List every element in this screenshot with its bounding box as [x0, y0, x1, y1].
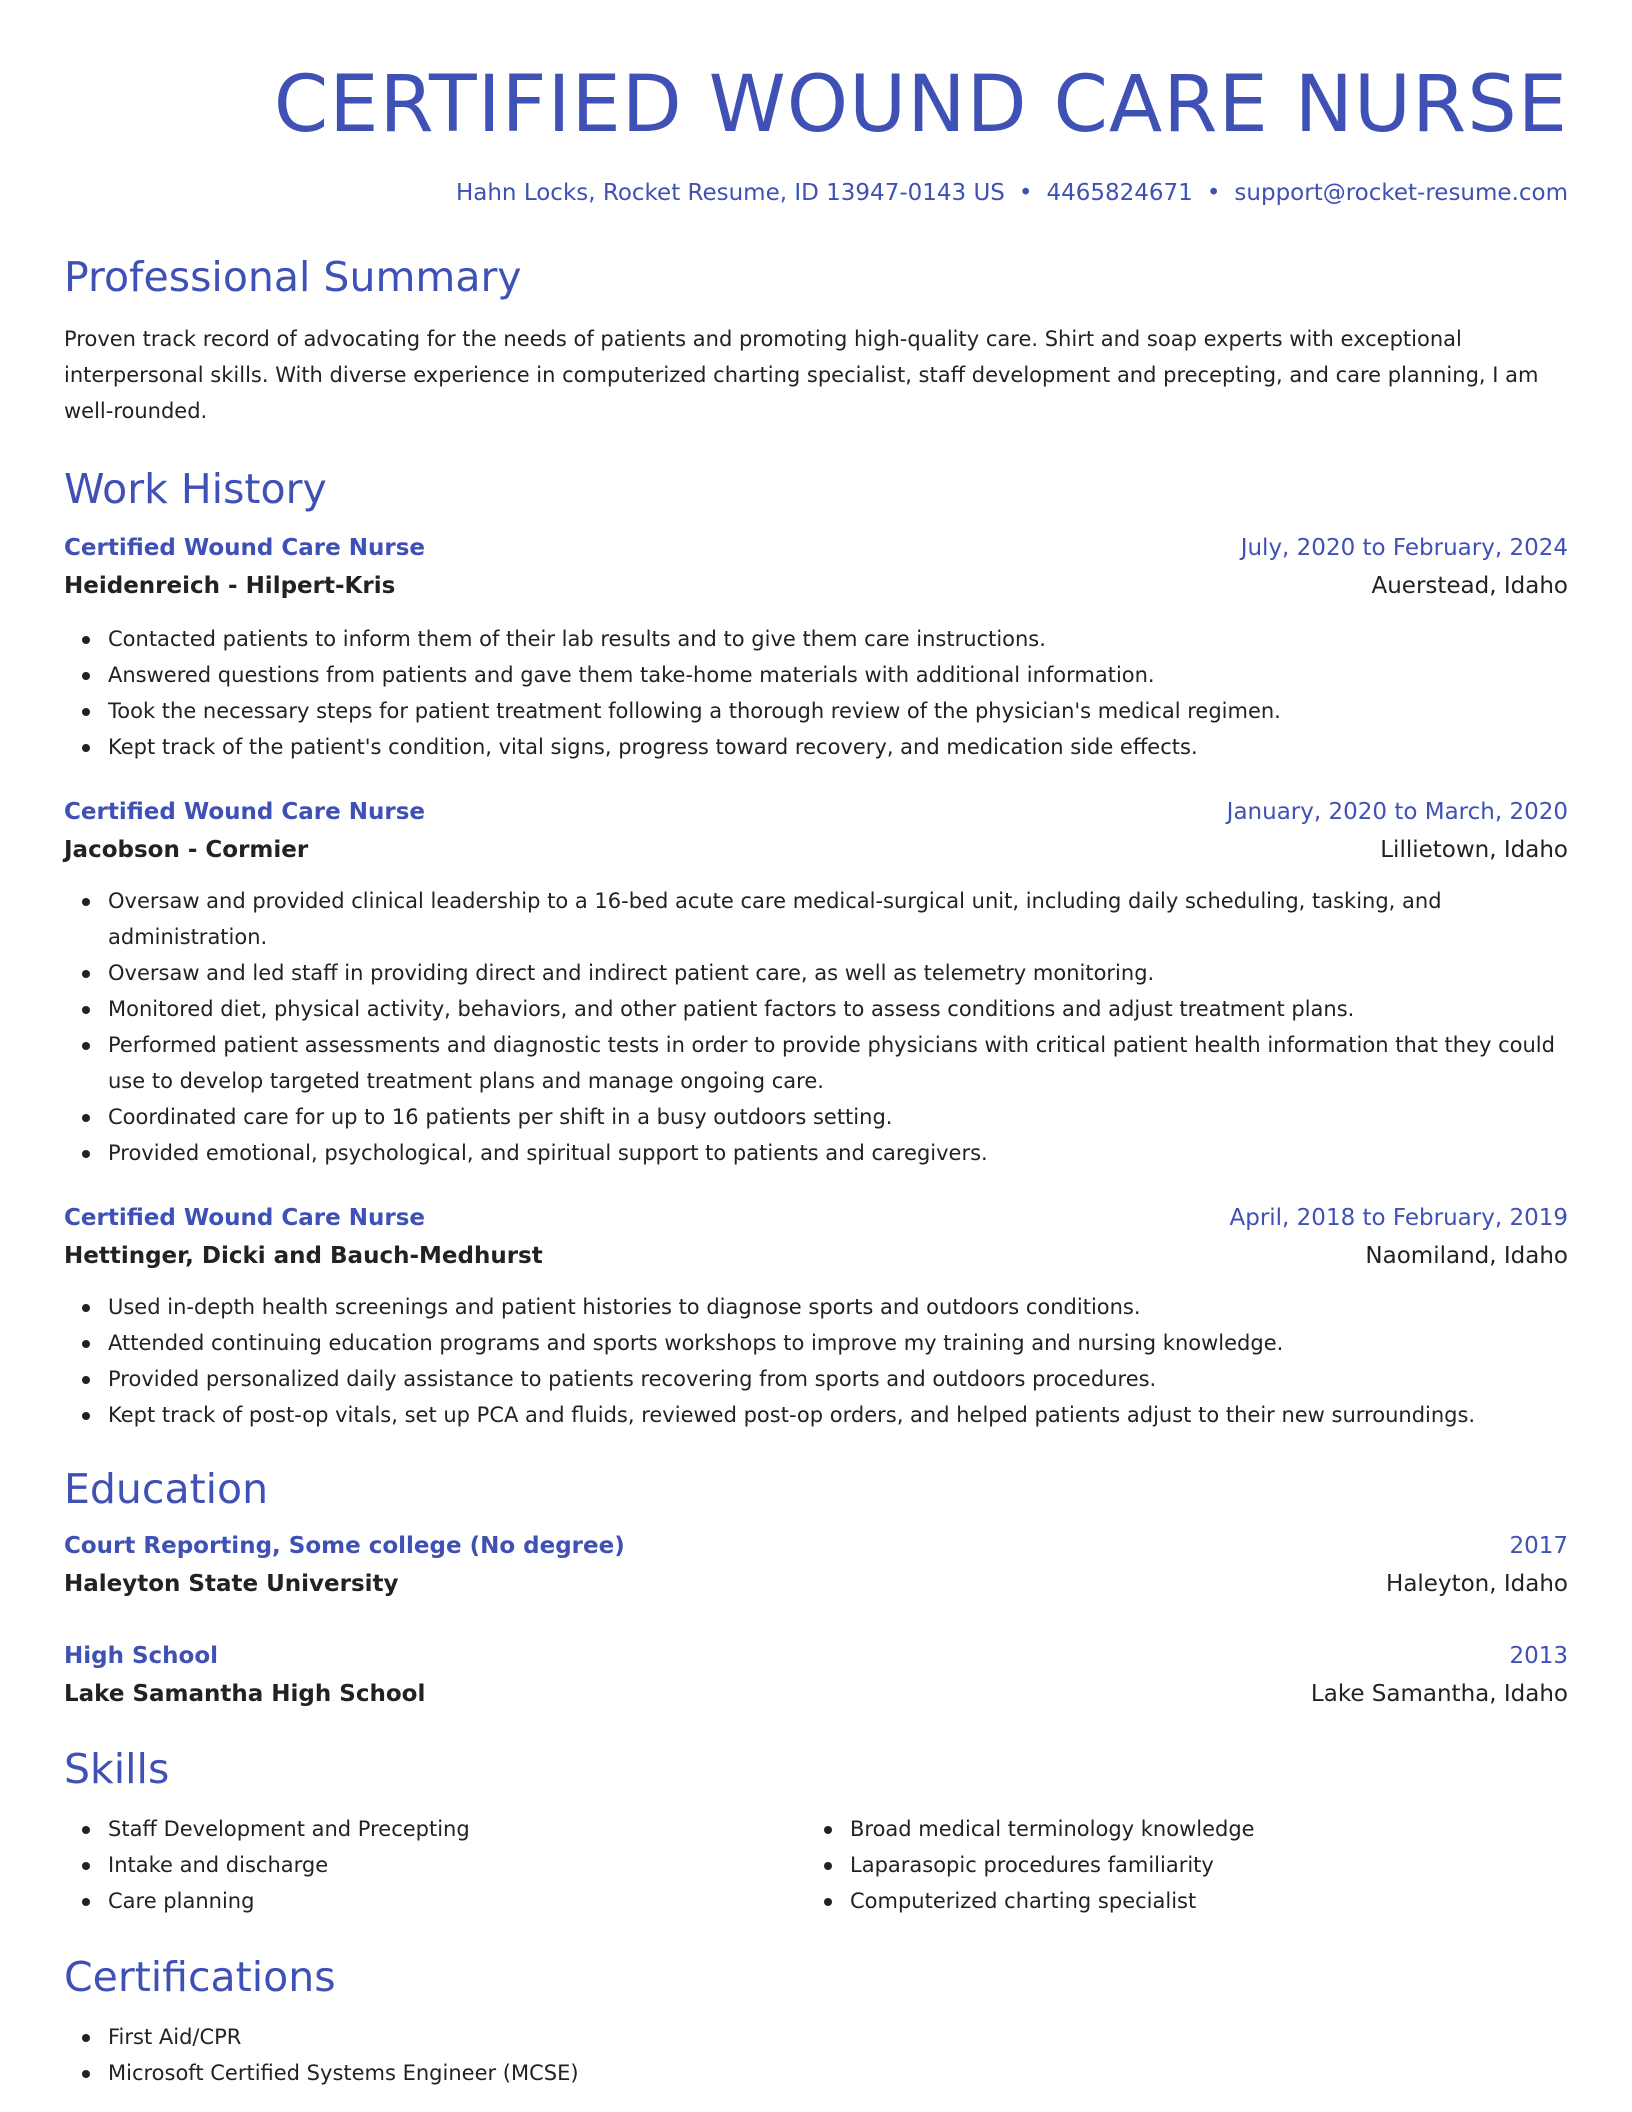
- job-company: Jacobson - Cormier: [64, 837, 309, 863]
- education-school-row: [64, 1565, 1568, 1603]
- list-item: Monitored diet, physical activity, behaviors, and other patient factors to assess conditions and adjust treatment plans.: [108, 991, 1568, 1027]
- list-item: Took the necessary steps for patient treatment following a thorough review of the physician's medical regimen.: [108, 693, 1568, 729]
- education-degree: Court Reporting, Some college (No degree): [64, 1533, 625, 1559]
- job-company-row: [64, 567, 1568, 605]
- job-entry: [64, 529, 1568, 765]
- contact-separator: •: [1206, 180, 1221, 206]
- job-dates: January, 2020 to March, 2020: [1226, 799, 1568, 825]
- job-location: Naomiland, Idaho: [1365, 1243, 1568, 1269]
- job-header-row: [64, 529, 1568, 567]
- job-bullets: [64, 883, 1568, 1171]
- job-title: Certified Wound Care Nurse: [64, 1205, 425, 1231]
- skills-list-left: [64, 1811, 806, 1919]
- resume-title: CERTIFIED WOUND CARE NURSE: [273, 60, 1568, 150]
- education-location: Lake Samantha, Idaho: [1310, 1681, 1568, 1707]
- resume-page: [64, 0, 1568, 2091]
- job-dates: July, 2020 to February, 2024: [1240, 535, 1568, 561]
- job-bullets: [64, 621, 1568, 765]
- job-title: Certified Wound Care Nurse: [64, 535, 425, 561]
- list-item: Attended continuing education programs and sports workshops to improve my training and nursing knowledge.: [108, 1325, 1568, 1361]
- job-company: Heidenreich - Hilpert-Kris: [64, 573, 396, 599]
- skills-section: [64, 1741, 1568, 1919]
- list-item: Provided emotional, psychological, and spiritual support to patients and caregivers.: [108, 1135, 1568, 1171]
- skill-item: Staff Development and Precepting: [108, 1811, 806, 1847]
- section-heading-education: Education: [64, 1465, 269, 1513]
- education-year: 2017: [1509, 1533, 1568, 1559]
- job-company: Hettinger, Dicki and Bauch-Medhurst: [64, 1243, 543, 1269]
- job-header-row: [64, 793, 1568, 831]
- education-entry: [64, 1527, 1568, 1603]
- list-item: Oversaw and led staff in providing direct and indirect patient care, as well as telemetry monitoring.: [108, 955, 1568, 991]
- job-dates: April, 2018 to February, 2019: [1229, 1205, 1568, 1231]
- certification-item: Microsoft Certified Systems Engineer (MCSE): [108, 2055, 1568, 2091]
- certifications-section: [64, 1949, 1568, 2091]
- contact-line: [64, 177, 1568, 209]
- list-item: Kept track of the patient's condition, vital signs, progress toward recovery, and medication side effects.: [108, 729, 1568, 765]
- skill-item: Computerized charting specialist: [850, 1883, 1548, 1919]
- list-item: Kept track of post-op vitals, set up PCA and fluids, reviewed post-op orders, and helped patients adjust to their new surroundings.: [108, 1397, 1568, 1433]
- contact-address: Hahn Locks, Rocket Resume, ID 13947-0143 US: [455, 180, 1005, 206]
- skill-item: Laparasopic procedures familiarity: [850, 1847, 1548, 1883]
- education-entry: [64, 1637, 1568, 1713]
- summary-text: Proven track record of advocating for the needs of patients and promoting high-quality care. Shirt and soap experts with exceptional interpersonal skills. With diverse experience in computerized charting specialist, staff development and precepting, and care planning, I am well-rounded.: [64, 327, 1539, 423]
- education-degree: High School: [64, 1643, 219, 1669]
- job-bullets: [64, 1289, 1568, 1433]
- job-entry: [64, 1199, 1568, 1433]
- work-history-section: [64, 461, 1568, 1433]
- list-item: Answered questions from patients and gave them take-home materials with additional information.: [108, 657, 1568, 693]
- list-item: Performed patient assessments and diagnostic tests in order to provide physicians with critical patient health information that they could use to develop targeted treatment plans and manage ongoing care.: [108, 1027, 1568, 1099]
- summary-section: [64, 249, 1568, 429]
- contact-email: support@rocket-resume.com: [1234, 180, 1568, 206]
- skills-grid: [64, 1811, 1568, 1919]
- education-school: Lake Samantha High School: [64, 1681, 426, 1707]
- list-item: Contacted patients to inform them of their lab results and to give them care instructions.: [108, 621, 1568, 657]
- education-header-row: [64, 1527, 1568, 1565]
- education-location: Haleyton, Idaho: [1386, 1571, 1568, 1597]
- section-heading-work-history: Work History: [64, 465, 327, 513]
- job-location: Auerstead, Idaho: [1371, 573, 1568, 599]
- skill-item: Care planning: [108, 1883, 806, 1919]
- certifications-list: [64, 2019, 1568, 2091]
- contact-separator: •: [1018, 180, 1033, 206]
- skill-item: Broad medical terminology knowledge: [850, 1811, 1548, 1847]
- job-company-row: [64, 1237, 1568, 1275]
- skills-list-right: [806, 1811, 1548, 1919]
- job-company-row: [64, 831, 1568, 869]
- skill-item: Intake and discharge: [108, 1847, 806, 1883]
- job-entry: [64, 793, 1568, 1171]
- education-school-row: [64, 1675, 1568, 1713]
- job-location: Lillietown, Idaho: [1380, 837, 1568, 863]
- section-heading-skills: Skills: [64, 1745, 170, 1793]
- education-year: 2013: [1509, 1643, 1568, 1669]
- list-item: Provided personalized daily assistance to patients recovering from sports and outdoors procedures.: [108, 1361, 1568, 1397]
- list-item: Oversaw and provided clinical leadership to a 16-bed acute care medical-surgical unit, including daily scheduling, tasking, and administration.: [108, 883, 1568, 955]
- education-header-row: [64, 1637, 1568, 1675]
- contact-phone: 4465824671: [1046, 180, 1193, 206]
- education-school: Haleyton State University: [64, 1571, 399, 1597]
- section-heading-summary: Professional Summary: [64, 253, 522, 301]
- job-header-row: [64, 1199, 1568, 1237]
- certification-item: First Aid/CPR: [108, 2019, 1568, 2055]
- list-item: Used in-depth health screenings and patient histories to diagnose sports and outdoors conditions.: [108, 1289, 1568, 1325]
- section-heading-certifications: Certifications: [64, 1953, 336, 2001]
- education-section: [64, 1461, 1568, 1713]
- list-item: Coordinated care for up to 16 patients per shift in a busy outdoors setting.: [108, 1099, 1568, 1135]
- job-title: Certified Wound Care Nurse: [64, 799, 425, 825]
